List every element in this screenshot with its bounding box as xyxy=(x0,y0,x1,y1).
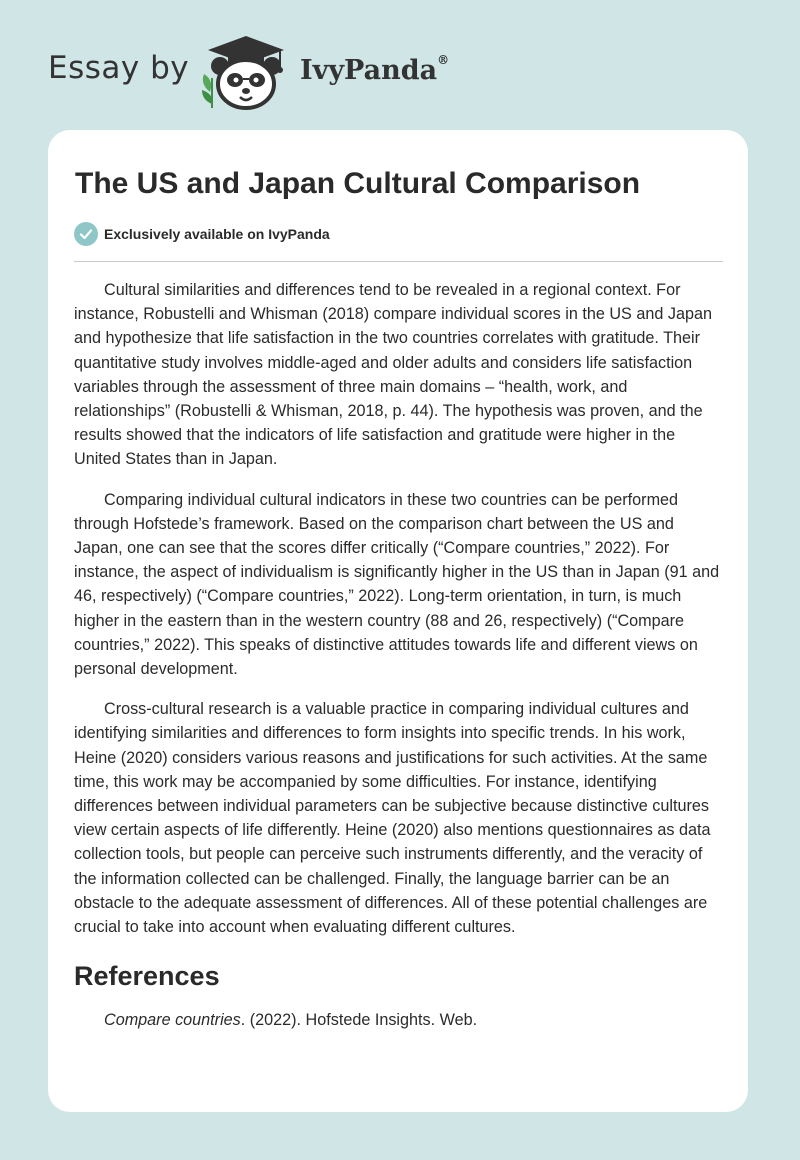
exclusive-badge xyxy=(74,222,330,246)
article-body xyxy=(74,278,726,1032)
reference-title: Compare countries xyxy=(104,1011,241,1030)
article-card xyxy=(48,130,748,1112)
registered-mark: ® xyxy=(437,53,450,67)
references-heading: References xyxy=(74,961,220,992)
exclusive-badge-label: Exclusively available on IvyPanda xyxy=(104,226,330,242)
site-header xyxy=(0,0,800,130)
divider xyxy=(74,261,723,262)
essay-by-label: Essay by xyxy=(48,50,190,86)
paragraph: Cultural similarities and differences tend to be revealed in a regional context. For instance, Robustelli and Whisman (2018) compare individual scores in the US and Japan and hypothesize that life satisfaction in the two countries correlates with gratitude. Their quantitative study involves middle-aged and older adults and considers life satisfaction variables through the assessment of three main domains – “health, work, and relationships” (Robustelli & Whisman, 2018, p. 44). The hypothesis was proven, and the results showed that the indicators of life satisfaction and gratitude were higher in the United States than in Japan. xyxy=(74,281,712,469)
check-icon xyxy=(74,222,98,246)
page-title: The US and Japan Cultural Comparison xyxy=(75,167,641,200)
reference-item xyxy=(104,1008,726,1032)
brand-name[interactable] xyxy=(300,55,449,86)
brand-text: IvyPanda xyxy=(300,55,438,86)
paragraph: Comparing individual cultural indicators in these two countries can be performed through Hofstede’s framework. Based on the comparison chart between the US and Japan, one can see that the scores differ critically (“Compare countries,” 2022). For instance, the aspect of individualism is significantly higher in the US than in Japan (91 and 46, respectively) (“Compare countries,” 2022). Long-term orientation, in turn, is much higher in the eastern than in the western country (88 and 26, respectively) (“Compare countries,” 2022). This speaks of distinctive attitudes towards life and different views on personal development. xyxy=(74,490,720,679)
paragraph: Cross-cultural research is a valuable practice in comparing individual cultures and identifying similarities and differences to form insights into specific trends. In his work, Heine (2020) considers various reasons and justifications for such activities. At the same time, this work may be accompanied by some difficulties. For instance, identifying differences between individual parameters can be subjective because distinctive cultures view certain aspects of life differently. Heine (2020) also mentions questionnaires as data collection tools, but people can perceive such instruments differently, and the veracity of the information collected can be challenged. Finally, the language barrier can be an obstacle to the adequate assessment of differences. All of these potential challenges are crucial to take into account when evaluating different cultures. xyxy=(74,700,711,937)
reference-details: . (2022). Hofstede Insights. Web. xyxy=(240,1011,478,1030)
panda-graduate-icon[interactable] xyxy=(198,34,308,112)
